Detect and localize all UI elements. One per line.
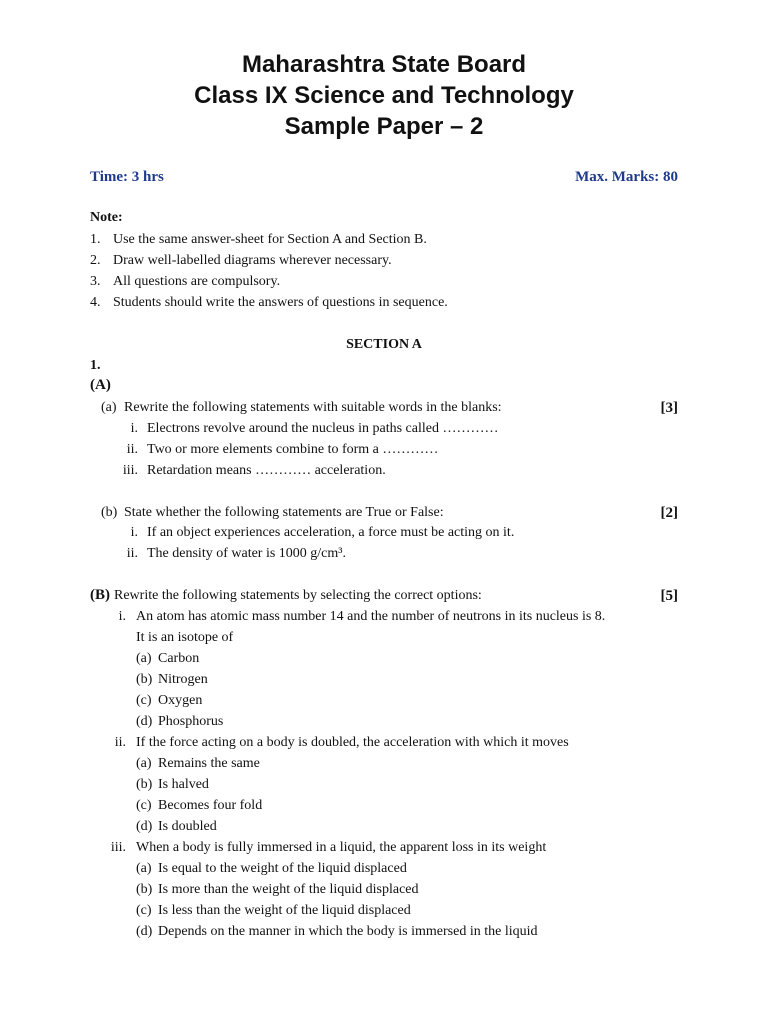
mcq-option-label: (d) bbox=[136, 714, 153, 729]
mcq-option-text: Carbon bbox=[158, 651, 200, 666]
mcq-option-text: Nitrogen bbox=[158, 672, 208, 687]
question-number: 1. bbox=[90, 358, 101, 373]
mcq-num: ii. bbox=[114, 735, 126, 750]
mcq-option-text: Is doubled bbox=[158, 819, 217, 834]
item-text: Electrons revolve around the nucleus in paths called ………… bbox=[147, 421, 499, 436]
mcq-option-label: (c) bbox=[136, 693, 152, 708]
max-marks-label: Max. Marks: 80 bbox=[575, 169, 678, 185]
mcq-option-text: Is more than the weight of the liquid displaced bbox=[158, 882, 419, 897]
mcq-option-text: Depends on the manner in which the body is immersed in the liquid bbox=[158, 924, 538, 939]
mcq-option-text: Becomes four fold bbox=[158, 798, 263, 813]
note-item-num: 4. bbox=[90, 295, 101, 310]
time-label: Time: 3 hrs bbox=[90, 169, 164, 185]
subpart-instruction: State whether the following statements are True or False: bbox=[124, 505, 444, 520]
mcq-option-label: (a) bbox=[136, 861, 152, 876]
note-item-num: 2. bbox=[90, 253, 101, 268]
item-num: ii. bbox=[126, 546, 138, 561]
mcq-option-label: (a) bbox=[136, 756, 152, 771]
marks-badge: [5] bbox=[660, 588, 678, 604]
mcq-num: iii. bbox=[110, 840, 126, 855]
part-b-label: (B) bbox=[90, 587, 110, 603]
mcq-option-label: (b) bbox=[136, 777, 153, 792]
item-num: i. bbox=[130, 525, 138, 540]
note-item-num: 1. bbox=[90, 232, 101, 247]
mcq-option-label: (b) bbox=[136, 672, 153, 687]
paper-title-board: Maharashtra State Board bbox=[241, 51, 527, 78]
part-b-instruction: Rewrite the following statements by selecting the correct options: bbox=[114, 588, 482, 603]
mcq-option-label: (d) bbox=[136, 924, 153, 939]
marks-badge: [2] bbox=[660, 505, 678, 521]
item-num: iii. bbox=[122, 463, 138, 478]
note-item-text: All questions are compulsory. bbox=[113, 274, 281, 289]
item-text: The density of water is 1000 g/cm³. bbox=[147, 546, 346, 561]
mcq-option-text: Phosphorus bbox=[158, 714, 224, 729]
note-item-num: 3. bbox=[90, 274, 101, 289]
item-text: Retardation means ………… acceleration. bbox=[147, 463, 386, 478]
mcq-option-label: (a) bbox=[136, 651, 152, 666]
mcq-text: If the force acting on a body is doubled, the acceleration with which it moves bbox=[136, 735, 569, 750]
mcq-option-text: Is equal to the weight of the liquid displaced bbox=[158, 861, 407, 876]
mcq-option-label: (c) bbox=[136, 903, 152, 918]
item-num: ii. bbox=[126, 442, 138, 457]
mcq-option-label: (d) bbox=[136, 819, 153, 834]
section-title: SECTION A bbox=[346, 337, 422, 352]
mcq-option-label: (c) bbox=[136, 798, 152, 813]
mcq-text: When a body is fully immersed in a liquid, the apparent loss in its weight bbox=[136, 840, 547, 855]
item-text: If an object experiences acceleration, a force must be acting on it. bbox=[147, 525, 515, 540]
mcq-text-continued: It is an isotope of bbox=[136, 630, 234, 645]
subpart-label: (b) bbox=[101, 505, 118, 520]
mcq-option-text: Is less than the weight of the liquid displaced bbox=[158, 903, 411, 918]
note-heading: Note: bbox=[90, 210, 123, 225]
marks-badge: [3] bbox=[660, 400, 678, 416]
part-a-label: (A) bbox=[90, 377, 111, 393]
note-item-text: Use the same answer-sheet for Section A and Section B. bbox=[113, 232, 427, 247]
mcq-text: An atom has atomic mass number 14 and the number of neutrons in its nucleus is 8. bbox=[136, 609, 606, 624]
mcq-option-text: Oxygen bbox=[158, 693, 203, 708]
item-text: Two or more elements combine to form a ………… bbox=[147, 442, 439, 457]
subpart-instruction: Rewrite the following statements with suitable words in the blanks: bbox=[124, 400, 502, 415]
item-num: i. bbox=[130, 421, 138, 436]
mcq-option-text: Remains the same bbox=[158, 756, 260, 771]
mcq-option-text: Is halved bbox=[158, 777, 209, 792]
mcq-num: i. bbox=[118, 609, 126, 624]
paper-title-sample: Sample Paper – 2 bbox=[284, 113, 484, 140]
subpart-label: (a) bbox=[101, 400, 117, 415]
note-item-text: Students should write the answers of questions in sequence. bbox=[113, 295, 448, 310]
paper-title-class: Class IX Science and Technology bbox=[194, 82, 574, 109]
note-item-text: Draw well-labelled diagrams wherever necessary. bbox=[113, 253, 392, 268]
mcq-option-label: (b) bbox=[136, 882, 153, 897]
